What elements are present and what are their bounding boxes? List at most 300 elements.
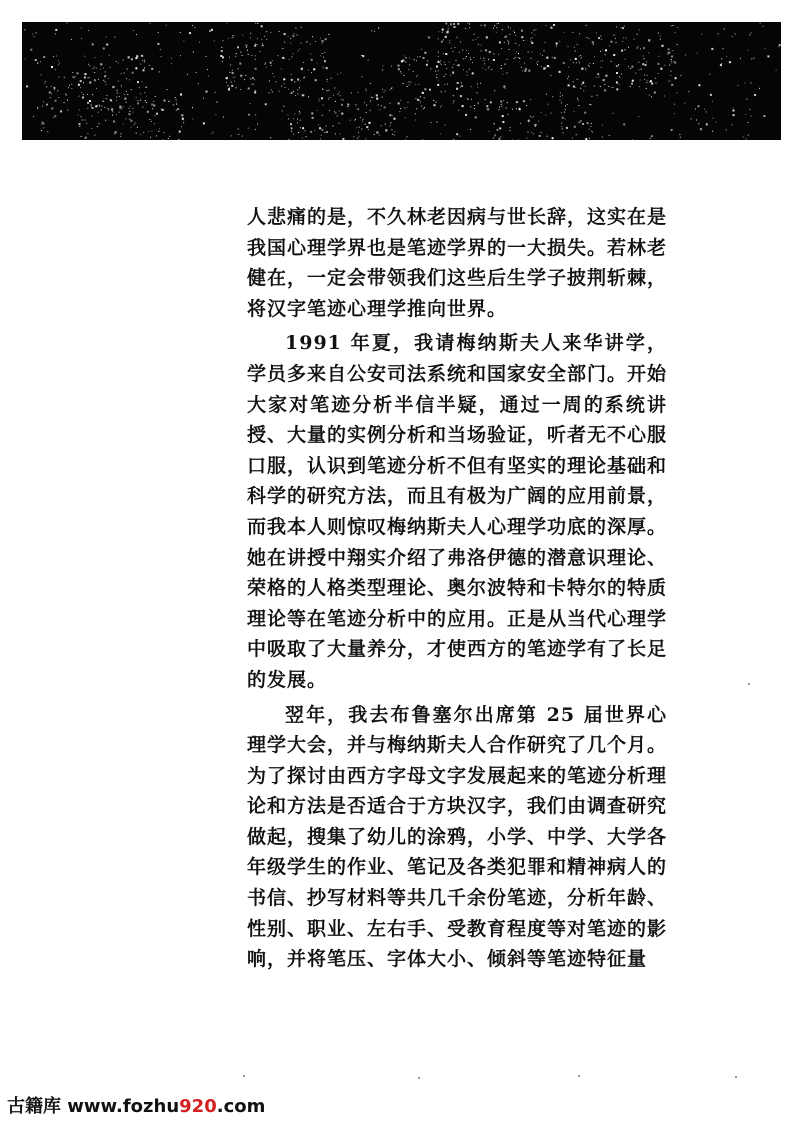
- grain-speck: [302, 127, 304, 129]
- grain-speck: [572, 32, 573, 33]
- grain-speck: [453, 23, 455, 25]
- grain-speck: [547, 65, 549, 67]
- grain-speck: [537, 64, 538, 65]
- grain-speck: [746, 138, 747, 139]
- grain-speck: [108, 78, 109, 79]
- grain-speck: [494, 90, 495, 91]
- grain-speck: [594, 85, 595, 86]
- grain-speck: [648, 52, 649, 53]
- grain-speck: [228, 88, 230, 90]
- grain-speck: [58, 60, 59, 61]
- grain-speck: [82, 120, 83, 121]
- grain-speck: [270, 32, 271, 33]
- grain-speck: [156, 113, 158, 115]
- grain-speck: [589, 138, 590, 139]
- grain-speck: [118, 81, 119, 82]
- grain-speck: [59, 77, 60, 78]
- grain-speck: [142, 107, 143, 108]
- grain-speck: [545, 67, 546, 68]
- grain-speck: [256, 44, 257, 45]
- grain-speck: [472, 72, 474, 74]
- grain-speck: [509, 34, 510, 35]
- grain-speck: [579, 63, 580, 64]
- grain-speck: [368, 60, 369, 61]
- grain-speck: [470, 59, 471, 60]
- grain-speck: [720, 64, 722, 66]
- grain-speck: [487, 108, 489, 110]
- grain-speck: [723, 48, 724, 49]
- grain-speck: [175, 97, 176, 98]
- grain-speck: [171, 63, 172, 64]
- grain-speck: [36, 33, 37, 34]
- grain-speck: [434, 104, 436, 106]
- grain-speck: [598, 37, 600, 39]
- grain-speck: [565, 118, 566, 119]
- grain-speck: [668, 81, 669, 82]
- grain-speck: [308, 70, 309, 71]
- grain-speck: [146, 87, 147, 88]
- grain-speck: [567, 104, 568, 105]
- grain-speck: [478, 102, 479, 103]
- grain-speck: [456, 88, 458, 90]
- grain-speck: [751, 116, 752, 117]
- grain-speck: [697, 105, 699, 107]
- grain-speck: [282, 57, 284, 59]
- grain-speck: [575, 87, 576, 88]
- grain-speck: [576, 134, 577, 135]
- grain-speck: [560, 92, 561, 93]
- grain-speck: [53, 117, 54, 118]
- grain-speck: [542, 55, 543, 56]
- grain-speck: [743, 136, 744, 137]
- grain-speck: [290, 38, 291, 39]
- grain-speck: [444, 76, 445, 77]
- grain-speck: [340, 95, 341, 96]
- grain-speck: [88, 30, 89, 31]
- grain-speck: [194, 27, 195, 28]
- grain-speck: [294, 81, 295, 82]
- grain-speck: [446, 68, 447, 69]
- grain-speck: [55, 69, 56, 70]
- grain-speck: [463, 58, 464, 59]
- grain-speck: [540, 53, 541, 54]
- grain-speck: [88, 64, 89, 65]
- grain-speck: [486, 36, 488, 38]
- grain-speck: [706, 123, 708, 125]
- grain-speck: [570, 59, 571, 60]
- grain-speck: [93, 68, 94, 69]
- grain-speck: [183, 40, 184, 41]
- grain-speck: [140, 99, 141, 100]
- grain-speck: [469, 69, 470, 70]
- grain-speck: [474, 34, 475, 35]
- grain-speck: [469, 27, 470, 28]
- grain-speck: [494, 136, 495, 137]
- grain-speck: [749, 35, 750, 36]
- grain-speck: [419, 84, 420, 85]
- grain-speck: [100, 63, 102, 65]
- grain-speck: [433, 100, 434, 101]
- grain-speck: [600, 51, 601, 52]
- grain-speck: [244, 79, 245, 80]
- grain-speck: [164, 100, 166, 102]
- grain-speck: [203, 122, 205, 124]
- grain-speck: [339, 92, 340, 93]
- grain-speck: [579, 122, 580, 123]
- grain-speck: [508, 41, 509, 42]
- grain-speck: [505, 64, 506, 65]
- grain-speck: [302, 95, 303, 96]
- grain-speck: [524, 63, 525, 64]
- grain-speck: [232, 72, 234, 74]
- grain-speck: [255, 59, 256, 60]
- grain-speck: [616, 42, 617, 43]
- grain-speck: [405, 61, 406, 62]
- grain-speck: [515, 43, 516, 44]
- grain-speck: [522, 70, 523, 71]
- grain-speck: [616, 65, 618, 67]
- grain-speck: [514, 58, 515, 59]
- grain-speck: [169, 100, 170, 101]
- grain-speck: [659, 56, 660, 57]
- grain-speck: [293, 91, 294, 92]
- grain-speck: [72, 72, 73, 73]
- grain-speck: [51, 86, 52, 87]
- grain-speck: [649, 41, 650, 42]
- grain-speck: [358, 109, 359, 110]
- grain-speck: [84, 77, 86, 79]
- scan-speck: [243, 1075, 245, 1077]
- grain-speck: [136, 55, 138, 57]
- grain-speck: [677, 27, 678, 28]
- grain-speck: [339, 133, 340, 134]
- grain-speck: [134, 124, 135, 125]
- grain-speck: [231, 135, 232, 136]
- grain-speck: [449, 40, 450, 41]
- grain-speck: [460, 42, 461, 43]
- grain-speck: [289, 59, 290, 60]
- grain-speck: [589, 129, 590, 130]
- grain-speck: [503, 100, 504, 101]
- grain-speck: [564, 112, 565, 113]
- grain-speck: [47, 131, 48, 132]
- grain-speck: [507, 114, 508, 115]
- grain-speck: [308, 96, 309, 97]
- grain-speck: [318, 99, 319, 100]
- grain-speck: [331, 78, 332, 79]
- grain-speck: [453, 71, 454, 72]
- grain-speck: [75, 76, 76, 77]
- grain-speck: [297, 89, 298, 90]
- grain-speck: [117, 92, 118, 93]
- grain-speck: [616, 88, 618, 90]
- grain-speck: [51, 108, 53, 110]
- grain-speck: [80, 87, 81, 88]
- grain-speck: [591, 123, 592, 124]
- grain-speck: [135, 122, 136, 123]
- grain-speck: [324, 52, 325, 53]
- grain-speck: [215, 114, 216, 115]
- grain-speck: [509, 49, 510, 50]
- grain-speck: [460, 87, 461, 88]
- grain-speck: [133, 30, 134, 31]
- grain-speck: [46, 86, 47, 87]
- grain-speck: [259, 51, 260, 52]
- grain-speck: [474, 108, 475, 109]
- grain-speck: [452, 67, 453, 68]
- scan-speck: [578, 1075, 580, 1077]
- grain-speck: [231, 85, 233, 87]
- grain-speck: [580, 120, 582, 122]
- grain-speck: [604, 89, 606, 91]
- grain-speck: [450, 75, 451, 76]
- grain-speck: [718, 33, 719, 34]
- grain-speck: [651, 135, 653, 137]
- grain-speck: [651, 83, 653, 85]
- grain-speck: [521, 30, 523, 32]
- grain-speck: [546, 57, 548, 59]
- grain-speck: [136, 97, 137, 98]
- grain-speck: [279, 91, 280, 92]
- grain-speck: [391, 129, 392, 130]
- grain-speck: [176, 110, 177, 111]
- grain-speck: [105, 75, 106, 76]
- grain-speck: [579, 105, 580, 106]
- grain-speck: [468, 53, 469, 54]
- grain-speck: [376, 94, 378, 96]
- grain-speck: [453, 103, 454, 104]
- grain-speck: [306, 42, 307, 43]
- grain-speck: [207, 69, 208, 70]
- grain-speck: [257, 124, 258, 125]
- grain-speck: [502, 29, 503, 30]
- grain-speck: [590, 126, 591, 127]
- grain-speck: [601, 67, 602, 68]
- grain-speck: [503, 86, 505, 88]
- grain-speck: [440, 106, 441, 107]
- grain-speck: [453, 139, 455, 140]
- grain-speck: [533, 30, 534, 31]
- grain-speck: [496, 23, 497, 24]
- grain-speck: [358, 132, 359, 133]
- grain-speck: [81, 116, 82, 117]
- grain-speck: [668, 48, 670, 50]
- grain-speck: [430, 68, 431, 69]
- grain-speck: [588, 65, 589, 66]
- grain-speck: [638, 62, 639, 63]
- grain-speck: [605, 49, 607, 51]
- grain-speck: [322, 43, 323, 44]
- grain-speck: [295, 95, 296, 96]
- watermark-prefix: 古籍库 www.fozhu: [7, 1096, 180, 1117]
- grain-speck: [585, 86, 586, 87]
- grain-speck: [125, 118, 126, 119]
- grain-speck: [470, 129, 471, 130]
- grain-speck: [389, 126, 390, 127]
- grain-speck: [160, 49, 161, 50]
- grain-speck: [198, 83, 199, 84]
- grain-speck: [299, 111, 300, 112]
- grain-speck: [119, 96, 120, 97]
- paragraph-3: 翌年，我去布鲁塞尔出席第 25 届世界心理学大会，并与梅纳斯夫人合作研究了几个月。为了探讨由西方字母文字发展起来的笔迹分析理论和方法是否适合于方块汉字，我们由调查研究做起，搜集了幼儿的涂鸦，小学、中学、大学各年级学生的作业、笔记及各类犯罪和精神病人的书信、抄写材料等共几千余份笔迹，分析年龄、性别、职业、左右手、受教育程度等对笔迹的影响，并将笔压、字体大小、倾斜等笔迹特征量: [247, 703, 668, 971]
- watermark-accent: 920: [179, 1096, 217, 1117]
- grain-speck: [181, 114, 183, 116]
- grain-speck: [732, 36, 733, 37]
- grain-speck: [751, 58, 752, 59]
- grain-speck: [157, 43, 159, 45]
- grain-speck: [254, 79, 255, 80]
- grain-speck: [366, 126, 368, 128]
- grain-speck: [390, 103, 391, 104]
- grain-speck: [89, 65, 90, 66]
- grain-speck: [180, 32, 181, 33]
- grain-speck: [239, 134, 240, 135]
- grain-speck: [297, 79, 299, 81]
- grain-speck: [625, 37, 626, 38]
- grain-speck: [398, 65, 400, 67]
- grain-speck: [83, 94, 84, 95]
- grain-speck: [151, 131, 152, 132]
- grain-speck: [551, 113, 552, 114]
- grain-speck: [628, 47, 629, 48]
- grain-speck: [507, 59, 508, 60]
- grain-speck: [484, 24, 486, 26]
- grain-speck: [507, 40, 508, 41]
- grain-speck: [166, 25, 167, 26]
- grain-speck: [622, 27, 624, 29]
- grain-speck: [501, 65, 502, 66]
- grain-speck: [168, 101, 169, 102]
- grain-speck: [155, 96, 156, 97]
- grain-speck: [227, 77, 228, 78]
- grain-speck: [270, 137, 271, 138]
- grain-speck: [168, 138, 169, 139]
- grain-speck: [374, 31, 375, 32]
- grain-speck: [67, 22, 68, 23]
- grain-speck: [399, 111, 400, 112]
- grain-speck: [523, 40, 524, 41]
- grain-speck: [577, 79, 578, 80]
- grain-speck: [645, 64, 647, 66]
- grain-speck: [66, 95, 67, 96]
- grain-speck: [458, 110, 459, 111]
- grain-speck: [493, 123, 494, 124]
- grain-speck: [673, 61, 674, 62]
- grain-speck: [318, 125, 319, 126]
- grain-speck: [208, 75, 209, 76]
- grain-speck: [400, 108, 401, 109]
- grain-speck: [391, 66, 392, 67]
- grain-speck: [581, 84, 582, 85]
- grain-speck: [459, 52, 460, 53]
- grain-speck: [355, 119, 356, 120]
- grain-speck: [612, 87, 613, 88]
- grain-speck: [641, 69, 642, 70]
- grain-speck: [294, 113, 295, 114]
- grain-speck: [24, 29, 25, 30]
- grain-speck: [35, 59, 37, 61]
- grain-speck: [391, 88, 392, 89]
- grain-speck: [64, 102, 65, 103]
- grain-speck: [664, 65, 665, 66]
- grain-speck: [347, 106, 348, 107]
- grain-speck: [565, 106, 566, 107]
- grain-speck: [378, 28, 379, 29]
- grain-speck: [187, 74, 188, 75]
- grain-speck: [87, 133, 88, 134]
- grain-speck: [129, 119, 130, 120]
- grain-speck: [431, 122, 432, 123]
- grain-speck: [745, 83, 746, 84]
- grain-speck: [408, 102, 409, 103]
- grain-speck: [711, 48, 713, 50]
- grain-speck: [91, 106, 92, 107]
- grain-speck: [533, 133, 534, 134]
- grain-speck: [489, 131, 490, 132]
- grain-speck: [650, 138, 651, 139]
- grain-speck: [591, 96, 592, 97]
- grain-speck: [436, 74, 437, 75]
- grain-speck: [272, 73, 273, 74]
- grain-speck: [144, 60, 145, 61]
- grain-speck: [282, 48, 283, 49]
- grain-speck: [283, 106, 284, 107]
- grain-speck: [135, 67, 137, 69]
- grain-speck: [292, 53, 293, 54]
- grain-speck: [640, 80, 641, 81]
- grain-speck: [524, 70, 526, 72]
- grain-speck: [221, 50, 223, 52]
- grain-speck: [644, 58, 645, 59]
- grain-speck: [482, 68, 483, 69]
- grain-speck: [106, 95, 107, 96]
- grain-speck: [438, 56, 439, 57]
- grain-speck: [361, 55, 362, 56]
- grain-speck: [281, 68, 282, 69]
- grain-speck: [706, 111, 707, 112]
- grain-speck: [407, 86, 408, 87]
- grain-speck: [350, 120, 351, 121]
- grain-speck: [510, 127, 511, 128]
- grain-speck: [673, 50, 674, 51]
- grain-speck: [83, 82, 84, 83]
- grain-speck: [203, 98, 204, 99]
- grain-speck: [366, 90, 367, 91]
- grain-speck: [420, 56, 421, 57]
- grain-speck: [568, 84, 570, 86]
- grain-speck: [613, 54, 615, 56]
- grain-speck: [189, 32, 191, 34]
- grain-speck: [169, 136, 170, 137]
- grain-speck: [248, 54, 249, 55]
- grain-speck: [333, 95, 334, 96]
- grain-speck: [293, 134, 294, 135]
- grain-speck: [265, 63, 266, 64]
- grain-speck: [89, 77, 90, 78]
- grain-speck: [58, 97, 59, 98]
- grain-speck: [291, 128, 292, 129]
- grain-speck: [381, 105, 382, 106]
- grain-speck: [532, 52, 533, 53]
- grain-speck: [59, 63, 60, 64]
- grain-speck: [561, 102, 562, 103]
- grain-speck: [127, 94, 128, 95]
- grain-speck: [732, 124, 733, 125]
- grain-speck: [114, 86, 115, 87]
- grain-speck: [26, 85, 28, 87]
- grain-speck: [625, 59, 626, 60]
- grain-speck: [457, 23, 459, 25]
